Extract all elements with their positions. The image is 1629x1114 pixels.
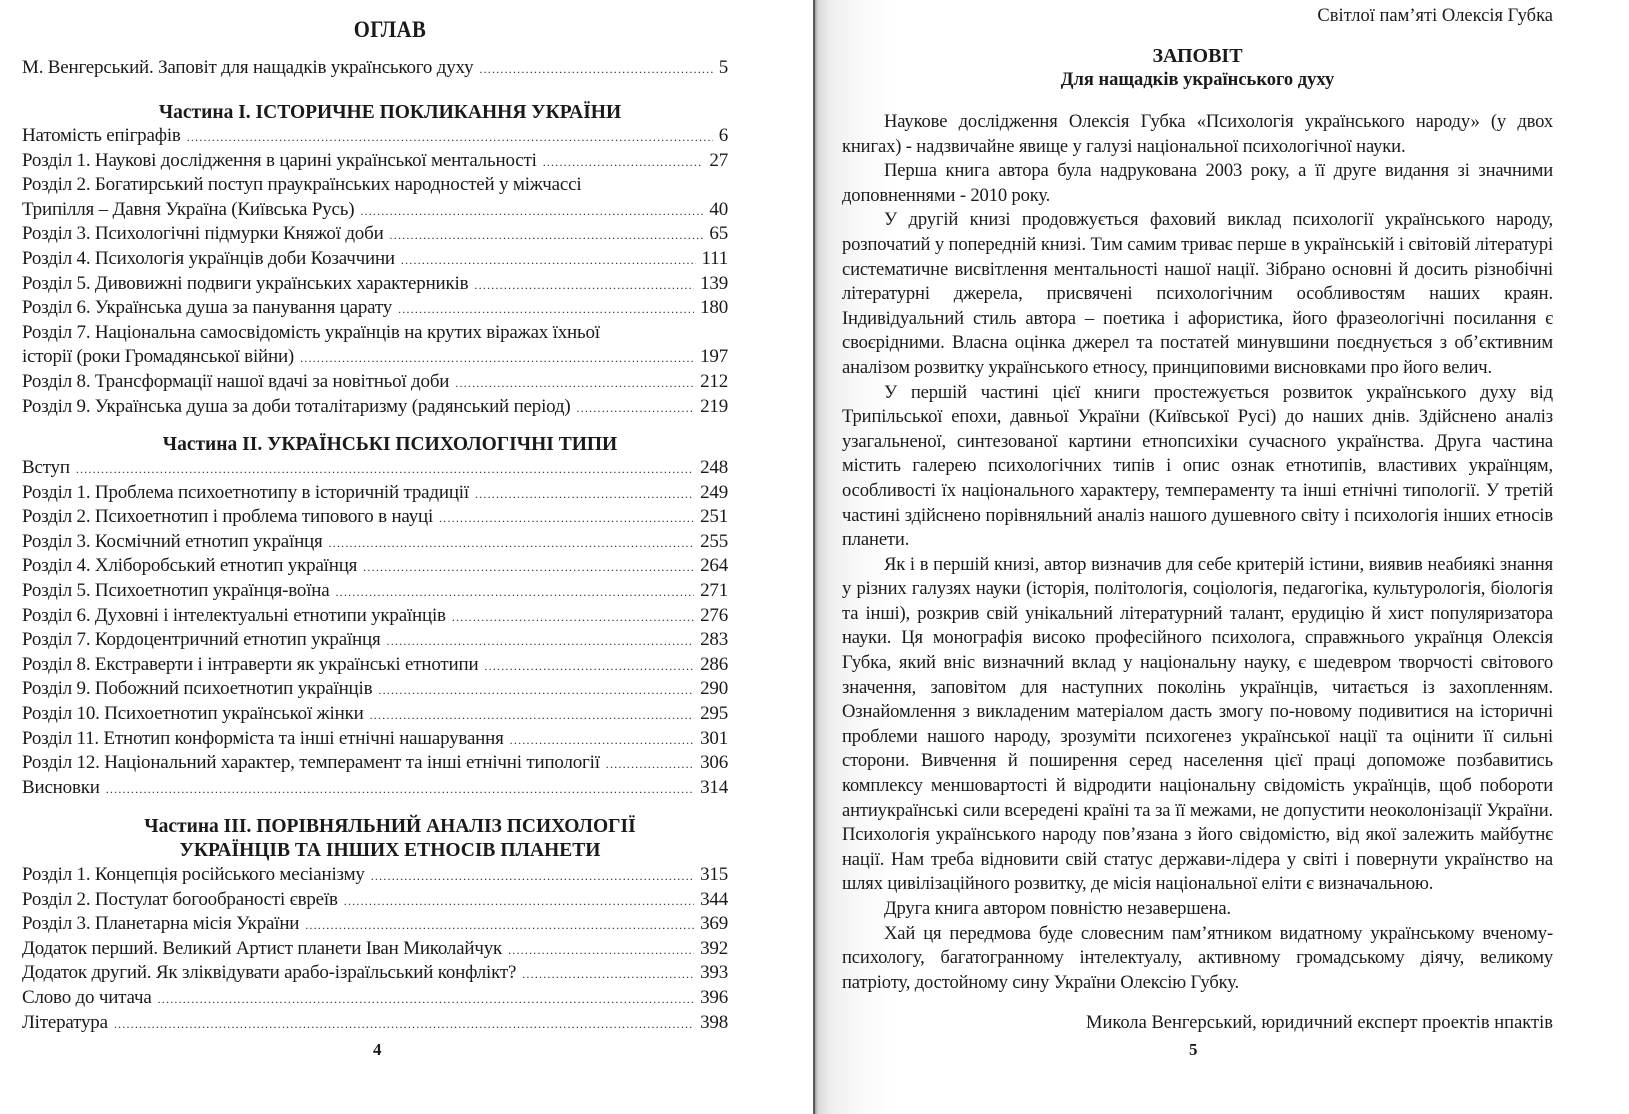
toc-entry-page: 251 <box>700 506 728 528</box>
toc-entry-title: Розділ 8. Трансформації нашої вдачі за новітньої доби <box>22 370 450 392</box>
toc-entry[interactable] <box>22 654 728 679</box>
toc-entry[interactable] <box>22 629 728 654</box>
toc-entry-page: 248 <box>700 457 728 478</box>
foreword-subtitle: Для нащадків українського духу <box>1060 70 1335 90</box>
toc-entry-title: Вступ <box>22 457 70 478</box>
toc-leader-dots <box>455 376 694 391</box>
toc-entry-title: Розділ 2. Постулат богообраності євреїв <box>22 888 338 910</box>
toc-leader-dots <box>329 536 695 551</box>
toc-entry[interactable] <box>22 346 728 371</box>
signature: Микола Венгерський, юридичний експерт проектів нпактів <box>1086 1013 1553 1033</box>
toc-leader-dots <box>363 560 694 575</box>
toc-entry-page: 111 <box>701 247 728 269</box>
toc-leader-dots <box>510 733 694 748</box>
toc-entry[interactable] <box>22 913 728 938</box>
toc-entry-page: 290 <box>700 678 728 700</box>
toc-entry-title: М. Венгерський. Заповіт для нащадків українського духу <box>22 57 474 78</box>
toc-entry[interactable] <box>22 555 728 580</box>
toc-entry-page: 286 <box>700 653 728 675</box>
toc-entry-title: Трипілля – Давня Україна (Київська Русь) <box>22 198 355 220</box>
toc-leader-dots <box>378 683 694 698</box>
toc-entry-title: Розділ 10. Психоетнотип української жінки <box>22 702 364 724</box>
toc-entry-page: 40 <box>709 198 728 220</box>
toc-leader-dots <box>371 869 694 884</box>
toc-entry-title: Розділ 9. Українська душа за доби тоталітаризму (радянський період) <box>22 395 571 417</box>
toc-entry-page: 276 <box>700 604 728 626</box>
toc-entry[interactable] <box>22 987 728 1012</box>
toc-entry[interactable] <box>22 273 728 298</box>
toc-entry[interactable] <box>22 297 728 322</box>
paragraph: Перша книга автора була надрукована 2003 року, а її друге видання зі значними доповненнями - 2010 року. <box>842 160 1553 206</box>
toc-entry[interactable] <box>22 457 728 482</box>
toc-entry-title: Розділ 8. Екстраверти і інтраверти як українські етнотипи <box>22 653 479 675</box>
toc-entry[interactable] <box>22 506 728 531</box>
toc-entry-title: Розділ 3. Планетарна місія України <box>22 913 300 935</box>
toc-leader-dots <box>114 1017 694 1032</box>
toc-entry-title: Розділ 6. Українська душа за панування царату <box>22 297 393 319</box>
toc-entry[interactable] <box>22 777 728 802</box>
paragraph: У першій частині цієї книги простежується розвиток українського духу від Трипільської епохи, давньої України (Київської Русі) до наших днів. Здійснено аналіз узагальненої, синтезованої картини етнопсихіки сучасного українства. Друга частина містить галерею психологічних типів і опис ознак етнотипів, властивих українцям, особливості їх національного характеру, темпераменту та інші етнічні типології. У третій частині здійснено порівняльний аналіз нашого душевного світу і психологія інших етносів планети. <box>842 381 1553 551</box>
page-number-right: 5 <box>1189 1040 1198 1059</box>
toc-leader-dots <box>439 511 694 526</box>
toc-leader-dots <box>522 967 694 982</box>
toc-leader-dots <box>474 278 694 293</box>
toc-leader-dots <box>106 782 694 797</box>
toc-entry[interactable] <box>22 962 728 987</box>
toc-entry-page: 6 <box>718 125 728 146</box>
toc-title: ОГЛАВ <box>353 17 427 42</box>
toc-entry-title: Розділ 4. Хліборобський етнотип українця <box>22 555 358 577</box>
toc-entry-title: Натомість епіграфів <box>22 125 181 146</box>
toc-leader-dots <box>335 585 694 600</box>
toc-leader-dots <box>370 708 695 723</box>
toc-leader-dots <box>187 130 713 145</box>
toc-entry-title: Розділ 1. Наукові дослідження в царині української ментальності <box>22 149 537 171</box>
toc-entry-page: 301 <box>700 727 728 749</box>
toc-leader-dots <box>387 634 695 649</box>
toc-entry-page: 295 <box>700 702 728 724</box>
toc-entry[interactable] <box>22 125 728 150</box>
toc-entry-page: 315 <box>700 864 728 885</box>
toc-entry-title: Література <box>22 1011 108 1033</box>
toc-entry-page: 139 <box>700 272 728 294</box>
toc-leader-dots <box>398 302 694 317</box>
paragraph: Хай ця передмова буде словесним пам’ятником видатному українському вченому-психологу, багатогранному інтелектуалу, активному громадському діячу, великому патріоту, достойному сину України Олексію Губку. <box>842 922 1553 993</box>
toc-entry-title: Слово до читача <box>22 986 152 1008</box>
toc-intro <box>22 57 728 82</box>
toc-part-1 <box>22 125 728 420</box>
toc-entry-page: 27 <box>709 149 728 171</box>
toc-entry-title: Розділ 7. Кордоцентричний етнотип українця <box>22 629 381 651</box>
toc-entry-title: Розділ 3. Космічний етнотип українця <box>22 530 323 552</box>
toc-entry-page: 344 <box>700 888 728 910</box>
toc-entry[interactable] <box>22 938 728 963</box>
toc-leader-dots <box>479 62 712 77</box>
foreword-title: ЗАПОВІТ <box>1152 45 1243 67</box>
paragraph: У другій книзі продовжується фаховий виклад психології українського народу, розпочатий у попередній книзі. Тим самим триває перше в українській і світовій літературі систематичне висвітлення ментальності нашої нації. Зібрано основні й досить різнобічні літературні джерела, присвячені психологічним особливостям наших краян. Індивідуальний стиль автора – поетика і афористика, його фразеологічні посилання є своєрідними. Власна оцінка джерел та постатей минувшини поєднується з об’єктивним аналізом розвитку українського етносу, принциповими висновками про його велич. <box>842 209 1553 378</box>
page-number-left: 4 <box>373 1040 382 1059</box>
toc-entry-page: 369 <box>700 913 728 935</box>
toc-leader-dots <box>475 487 694 502</box>
toc-entry-title: Розділ 9. Побожний психоетнотип українців <box>22 678 373 700</box>
toc-entry[interactable] <box>22 248 728 273</box>
part-heading-line2: УКРАЇНЦІВ ТА ІНШИХ ЕТНОСІВ ПЛАНЕТИ <box>179 840 601 861</box>
toc-entry-title: Додаток перший. Великий Артист планети Іван Миколайчук <box>22 937 503 959</box>
toc-leader-dots <box>305 918 694 933</box>
toc-entry-title: Розділ 4. Психологія українців доби Козаччини <box>22 247 395 269</box>
toc-entry-page: 393 <box>700 962 728 984</box>
toc-entry[interactable] <box>22 199 728 224</box>
toc-entry-line1[interactable] <box>22 322 728 347</box>
toc-entry-page: 264 <box>700 555 728 577</box>
toc-entry-page: 398 <box>700 1011 728 1033</box>
toc-leader-dots <box>390 228 704 243</box>
paragraph: Друга книга автором повністю незавершена. <box>884 898 1232 919</box>
toc-entry-page: 255 <box>700 530 728 552</box>
toc-leader-dots <box>344 894 694 909</box>
toc-entry-title: Розділ 2. Психоетнотип і проблема типового в науці <box>22 506 434 528</box>
toc-entry-page: 212 <box>700 370 728 392</box>
toc-leader-dots <box>452 610 694 625</box>
toc-entry-line1[interactable] <box>22 174 728 199</box>
toc-entry-title: історії (роки Громадянської війни) <box>22 346 295 368</box>
toc-entry[interactable] <box>22 728 728 753</box>
toc-entry-title: Розділ 11. Етнотип конформіста та інші етнічні нашарування <box>22 727 504 749</box>
toc-entry-page: 219 <box>700 395 728 417</box>
left-page-table-of-contents <box>0 0 813 1114</box>
toc-entry[interactable] <box>22 580 728 605</box>
toc-entry[interactable] <box>22 703 728 728</box>
toc-part-3 <box>22 864 728 1036</box>
paragraph: Наукове дослідження Олексія Губка «Психологія українського народу» (у двох книгах) - надзвичайне явище у галузі національної психологічної науки. <box>842 111 1553 157</box>
toc-entry-page: 392 <box>700 937 728 959</box>
toc-entry-page: 249 <box>700 481 728 503</box>
toc-part-2 <box>22 457 728 801</box>
part-heading-line1: Частина ІІІ. ПОРІВНЯЛЬНИЙ АНАЛІЗ ПСИХОЛОГІЇ <box>144 816 636 837</box>
toc-entry[interactable] <box>22 889 728 914</box>
toc-entry[interactable] <box>22 531 728 556</box>
toc-leader-dots <box>484 659 694 674</box>
toc-entry-title: Розділ 5. Дивовижні подвиги українських характерників <box>22 272 469 294</box>
toc-entry[interactable] <box>22 223 728 248</box>
paragraph: Як і в першій книзі, автор визначив для себе критерій істини, виявив неабиякі знання у різних галузях науки (історія, політологія, соціологія, педагогіка, культурологія, біологія та інші), розкрив свій унікальний літературний талант, ерудицію й хист популяризатора науки. Ця монографія високо професійного психолога, справжнього українця Олексія Губка, який вніс визначний вклад у національну науку, є шедевром творчості світового значення, заповітом для наступних поколінь українців, читається із захопленням. Ознайомлення з викладеним матеріалом дасть змогу по-новому подивитися на історичні проблеми нашого народу, зрозуміти психогенез української нації та оцінити її сильні сторони. Вивчення й поширення серед населення цієї праці допоможе позбавитись комплексу меншовартості й відродити національну свідомість українців, щоб побороти антиукраїнські сили всередені країні та за її межами, не допустити неоколонізації України. Психологія українського народу пов’язана з його свідомістю, від якої залежить майбутнє нації. Нам треба відновити свій статус держави-лідера у світі і повернути українство на шлях цивілізаційного розвитку, де місія національної еліти є визначальною. <box>842 553 1553 895</box>
toc-entry-title-line1: Розділ 2. Богатирський поступ праукраїнських народностей у міжчассі <box>22 174 582 196</box>
toc-entry-page: 306 <box>700 752 728 774</box>
toc-leader-dots <box>543 155 704 170</box>
toc-entry-title: Додаток другий. Як зліквідувати арабо-ізраїльський конфлікт? <box>22 962 517 984</box>
toc-leader-dots <box>158 992 695 1007</box>
toc-entry-title-line1: Розділ 7. Національна самосвідомість українців на крутих віражах їхньої <box>22 321 600 343</box>
toc-entry-page: 314 <box>700 776 728 798</box>
toc-leader-dots <box>508 943 694 958</box>
toc-entry[interactable] <box>22 482 728 507</box>
toc-entry[interactable] <box>22 396 728 421</box>
part-heading: Частина ІІ. УКРАЇНСЬКІ ПСИХОЛОГІЧНІ ТИПИ <box>162 434 618 455</box>
toc-entry-title: Розділ 6. Духовні і інтелектуальні етнотипи українців <box>22 604 446 626</box>
toc-entry[interactable] <box>22 1012 728 1037</box>
toc-entry[interactable] <box>22 678 728 703</box>
toc-entry-page: 283 <box>700 629 728 651</box>
toc-entry[interactable] <box>22 57 728 82</box>
toc-entry-page: 5 <box>718 57 728 78</box>
toc-entry-page: 65 <box>709 223 728 245</box>
toc-entry-title: Розділ 12. Національний характер, темперамент та інші етнічні типології <box>22 752 600 774</box>
toc-leader-dots <box>401 253 696 268</box>
toc-entry-title: Розділ 1. Проблема психоетнотипу в історичній традиції <box>22 481 469 503</box>
toc-entry-title: Висновки <box>22 776 100 798</box>
dedication: Світлої пам’яті Олексія Губка <box>1317 6 1553 26</box>
toc-leader-dots <box>360 204 703 219</box>
toc-entry-title: Розділ 5. Психоетнотип українця-воїна <box>22 579 330 601</box>
toc-entry[interactable] <box>22 864 728 889</box>
toc-leader-dots <box>577 401 695 416</box>
toc-leader-dots <box>76 462 694 477</box>
toc-entry[interactable] <box>22 150 728 175</box>
toc-leader-dots <box>606 757 694 772</box>
toc-entry-title: Розділ 3. Психологічні підмурки Княжої доби <box>22 223 384 245</box>
toc-entry-page: 271 <box>700 579 728 601</box>
toc-entry-page: 197 <box>700 346 728 368</box>
toc-leader-dots <box>300 351 694 366</box>
toc-entry-page: 396 <box>700 986 728 1008</box>
toc-entry-title: Розділ 1. Концепція російського месіанізму <box>22 864 365 885</box>
toc-entry[interactable] <box>22 605 728 630</box>
toc-entry-page: 180 <box>700 297 728 319</box>
part-heading: Частина І. ІСТОРИЧНЕ ПОКЛИКАННЯ УКРАЇНИ <box>158 102 622 123</box>
foreword-body <box>842 110 1553 995</box>
toc-entry[interactable] <box>22 752 728 777</box>
toc-entry[interactable] <box>22 371 728 396</box>
